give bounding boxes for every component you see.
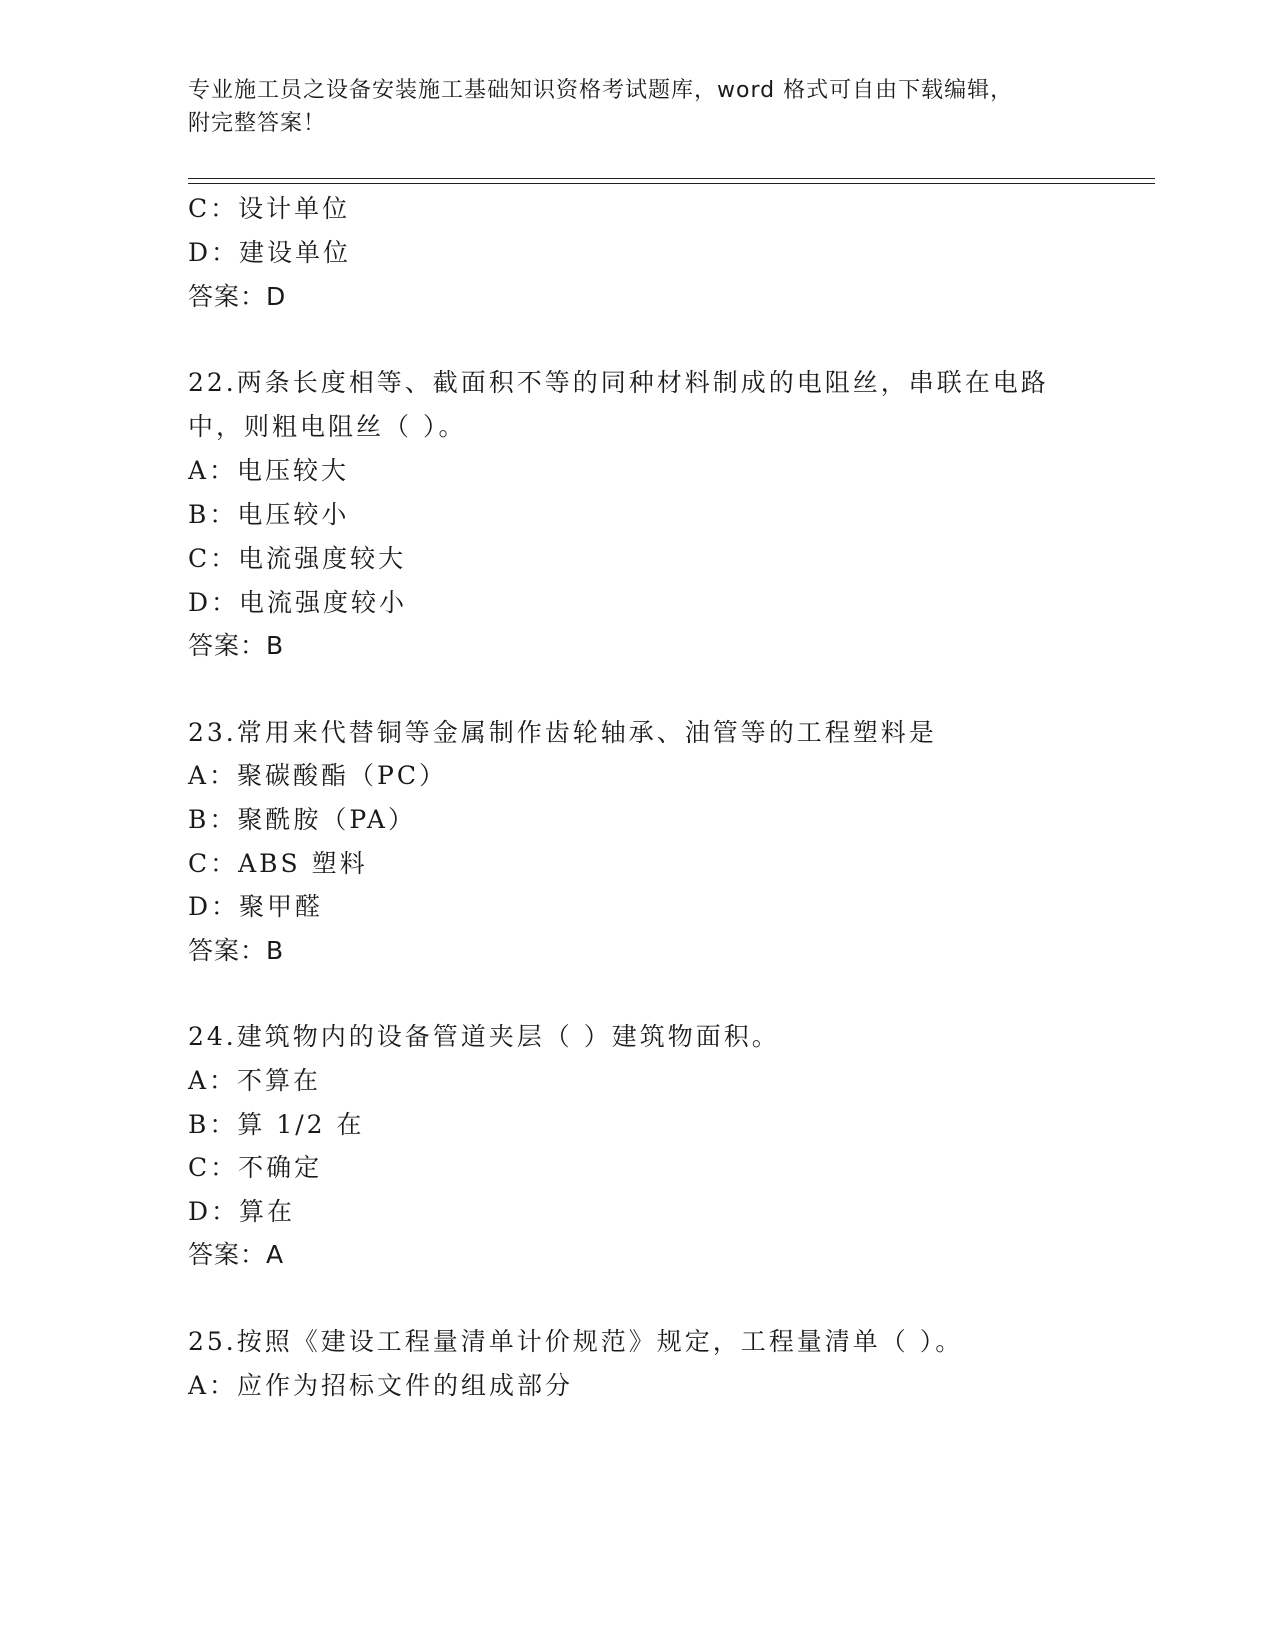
- q22-option-b: B：电压较小: [188, 500, 350, 529]
- q23-option-d: D：聚甲醛: [188, 892, 324, 921]
- q23-option-c: C：ABS 塑料: [188, 849, 368, 878]
- q24-option-d: D：算在: [188, 1197, 296, 1226]
- header-line-2: 附完整答案！: [188, 111, 327, 136]
- q24-option-c: C：不确定: [188, 1153, 323, 1182]
- q23-option-b: B：聚酰胺（PA）: [188, 805, 416, 834]
- q22-option-c: C：电流强度较大: [188, 544, 407, 573]
- header-line-1: 专业施工员之设备安装施工基础知识资格考试题库，word 格式可自由下载编辑，: [188, 78, 1014, 103]
- document-header: [188, 74, 1058, 140]
- q23-answer: 答案：B: [188, 936, 285, 965]
- q22-stem-line-2: 中，则粗电阻丝（ ）。: [188, 412, 467, 441]
- q21-option-c: C：设计单位: [188, 194, 351, 223]
- q23-option-a: A：聚碳酸酯（PC）: [188, 761, 448, 790]
- q22-stem-line-1: 22.两条长度相等、截面积不等的同种材料制成的电阻丝，串联在电路: [188, 368, 1049, 397]
- q24-answer: 答案：A: [188, 1240, 285, 1269]
- q24-option-b: B：算 1/2 在: [188, 1110, 365, 1139]
- q21-answer: 答案：D: [188, 282, 287, 311]
- q22-answer: 答案：B: [188, 631, 285, 660]
- q23-stem: 23.常用来代替铜等金属制作齿轮轴承、油管等的工程塑料是: [188, 718, 937, 747]
- q22-option-d: D：电流强度较小: [188, 588, 408, 617]
- q25-stem: 25.按照《建设工程量清单计价规范》规定，工程量清单（ ）。: [188, 1327, 964, 1356]
- header-divider-bottom: [188, 183, 1155, 184]
- q25-option-a: A：应作为招标文件的组成部分: [188, 1371, 574, 1400]
- q24-stem: 24.建筑物内的设备管道夹层（ ）建筑物面积。: [188, 1022, 780, 1051]
- q21-option-d: D：建设单位: [188, 238, 352, 267]
- q24-option-a: A：不算在: [188, 1066, 322, 1095]
- header-divider-top: [188, 178, 1155, 179]
- q22-option-a: A：电压较大: [188, 456, 350, 485]
